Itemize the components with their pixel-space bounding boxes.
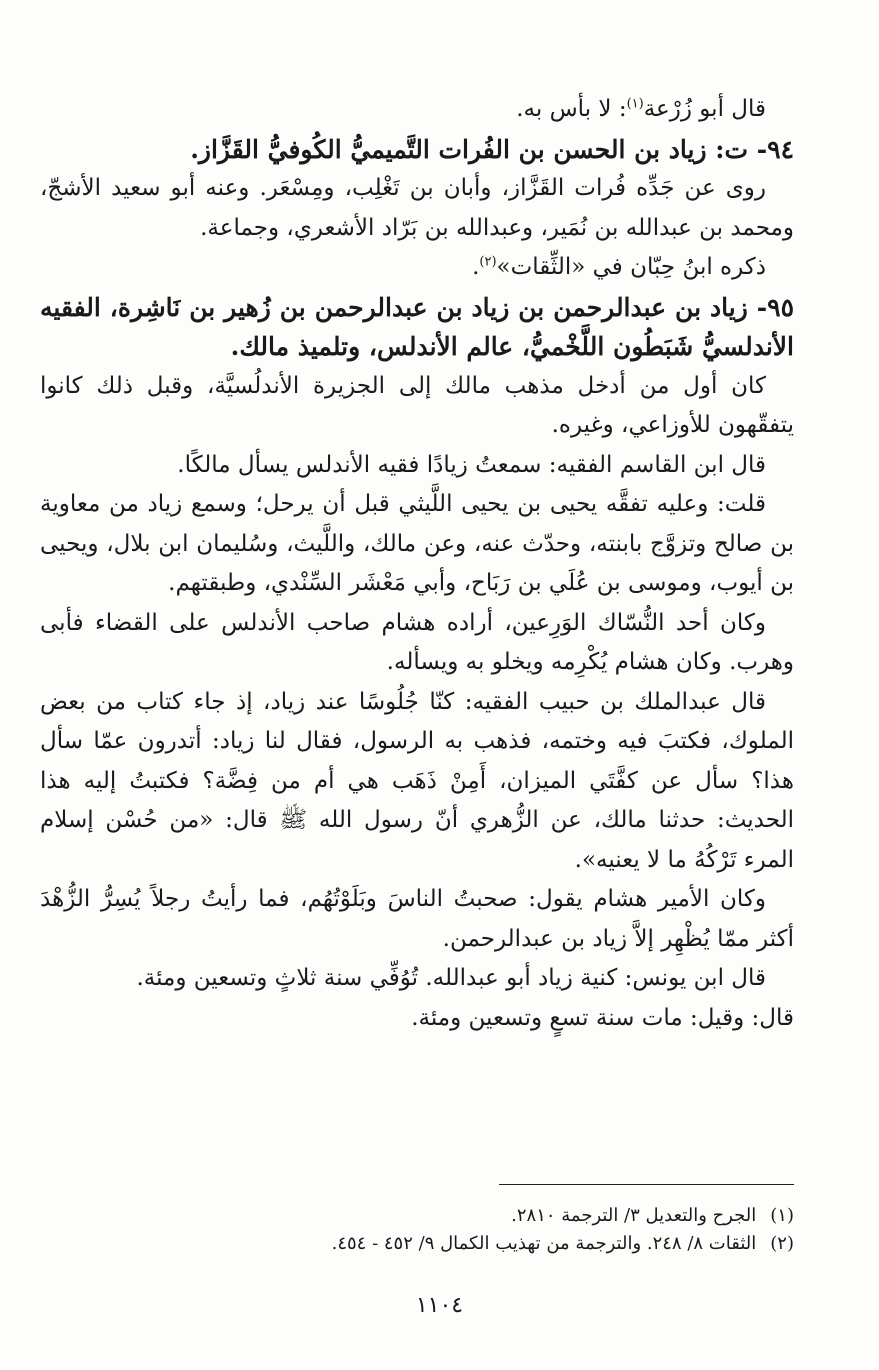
page-body xyxy=(40,90,794,1038)
footnote-text: الجرح والتعديل ٣/ الترجمة ٢٨١٠. xyxy=(511,1205,757,1226)
paragraph-text-tail: : لا بأس به. xyxy=(516,96,627,122)
entry-heading-94: ٩٤- ت: زياد بن الحسن بن الفُرات التَّميميُّ الكُوفيُّ القَزَّاز. xyxy=(190,134,794,164)
footnote-text: الثقات ٨/ ٢٤٨. والترجمة من تهذيب الكمال ٩/ ٤٥٢ - ٤٥٤. xyxy=(331,1233,757,1254)
paragraph: قال ابن يونس: كنية زياد أبو عبدالله. تُوُفِّي سنة ثلاثٍ وتسعين ومئة. xyxy=(136,965,766,991)
paragraph xyxy=(40,248,794,288)
paragraph-text: قال أبو زُرْعة xyxy=(643,96,766,122)
footnote-ref: (٢) xyxy=(479,254,497,270)
paragraph: وكان أحد النُّسّاك الوَرِعين، أراده هشام صاحب الأندلس على القضاء فأبى وهرب. وكان هشام يُكْرِمه ويخلو به ويسأله. xyxy=(40,609,794,675)
paragraph: كان أول من أدخل مذهب مالك إلى الجزيرة الأندلُسيَّة، وقبل ذلك كانوا يتفقّهون للأوزاعي، وغيره. xyxy=(40,372,794,438)
paragraph: قال عبدالملك بن حبيب الفقيه: كنّا جُلُوسًا عند زياد، إذ جاء كتاب من بعض الملوك، فكتبَ فيه وختمه، فذهب به الرسول، فقال لنا زياد: أتدرون عمّا سأل هذا؟ سأل عن كفَّتَي الميزان، أَمِنْ ذَهَب هي أم من فِضَّة؟ فكتبتُ إليه هذا الحديث: حدثنا مالك، عن الزُّهري أنّ رسول الله ﷺ قال: «من حُسْن إسلام المرء تَرْكُهُ ما لا يعنيه». xyxy=(40,688,794,873)
footnote-ref: (١) xyxy=(626,96,644,112)
paragraph-text-tail: . xyxy=(472,254,480,280)
paragraph: قلت: وعليه تفقَّه يحيى بن يحيى اللَّيثي قبل أن يرحل؛ وسمع زياد من معاوية بن صالح وتزوَّج بابنته، وحدّث عنه، وعن مالك، واللَّيث، وسُليمان ابن بلال، ويحيى بن أيوب، وموسى بن عُلَي بن رَبَاح، وأبي مَعْشَر السِّنْدي، وطبقتهم. xyxy=(40,491,794,596)
footnote xyxy=(40,1202,794,1230)
footnote xyxy=(40,1230,794,1258)
paragraph: قال ابن القاسم الفقيه: سمعتُ زيادًا فقيه الأندلس يسأل مالكًا. xyxy=(177,451,766,478)
entry-heading-95: ٩٥- زياد بن عبدالرحمن بن زياد بن عبدالرحمن بن زُهير بن نَاشِرة، الفقيه الأندلسيُّ شَبَطُون اللَّخْميُّ، عالم الأندلس، وتلميذ مالك. xyxy=(40,292,794,361)
footnotes xyxy=(40,1202,794,1258)
paragraph xyxy=(40,90,794,130)
paragraph: قال: وقيل: مات سنة تسعٍ وتسعين ومئة. xyxy=(411,1004,794,1031)
paragraph: روى عن جَدِّه فُرات القَزَّاز، وأبان بن تَغْلِب، ومِسْعَر. وعنه أبو سعيد الأشجّ، ومحمد بن عبدالله بن نُمَير، وعبدالله بن بَرّاد الأشعري، وجماعة. xyxy=(40,175,794,241)
paragraph: وكان الأمير هشام يقول: صحبتُ الناسَ وبَلَوْتُهُم، فما رأيتُ رجلاً يُسِرُّ الزُّهْدَ أكثر ممّا يُظْهِر إلاَّ زياد بن عبدالرحمن. xyxy=(40,886,794,952)
footnote-divider xyxy=(499,1184,794,1185)
page-number: ١١٠٤ xyxy=(415,1293,464,1318)
footnote-number: (١) xyxy=(770,1205,794,1226)
footnote-number: (٢) xyxy=(770,1233,794,1254)
paragraph-text: ذكره ابنُ حِبّان في «الثِّقات» xyxy=(496,254,766,280)
